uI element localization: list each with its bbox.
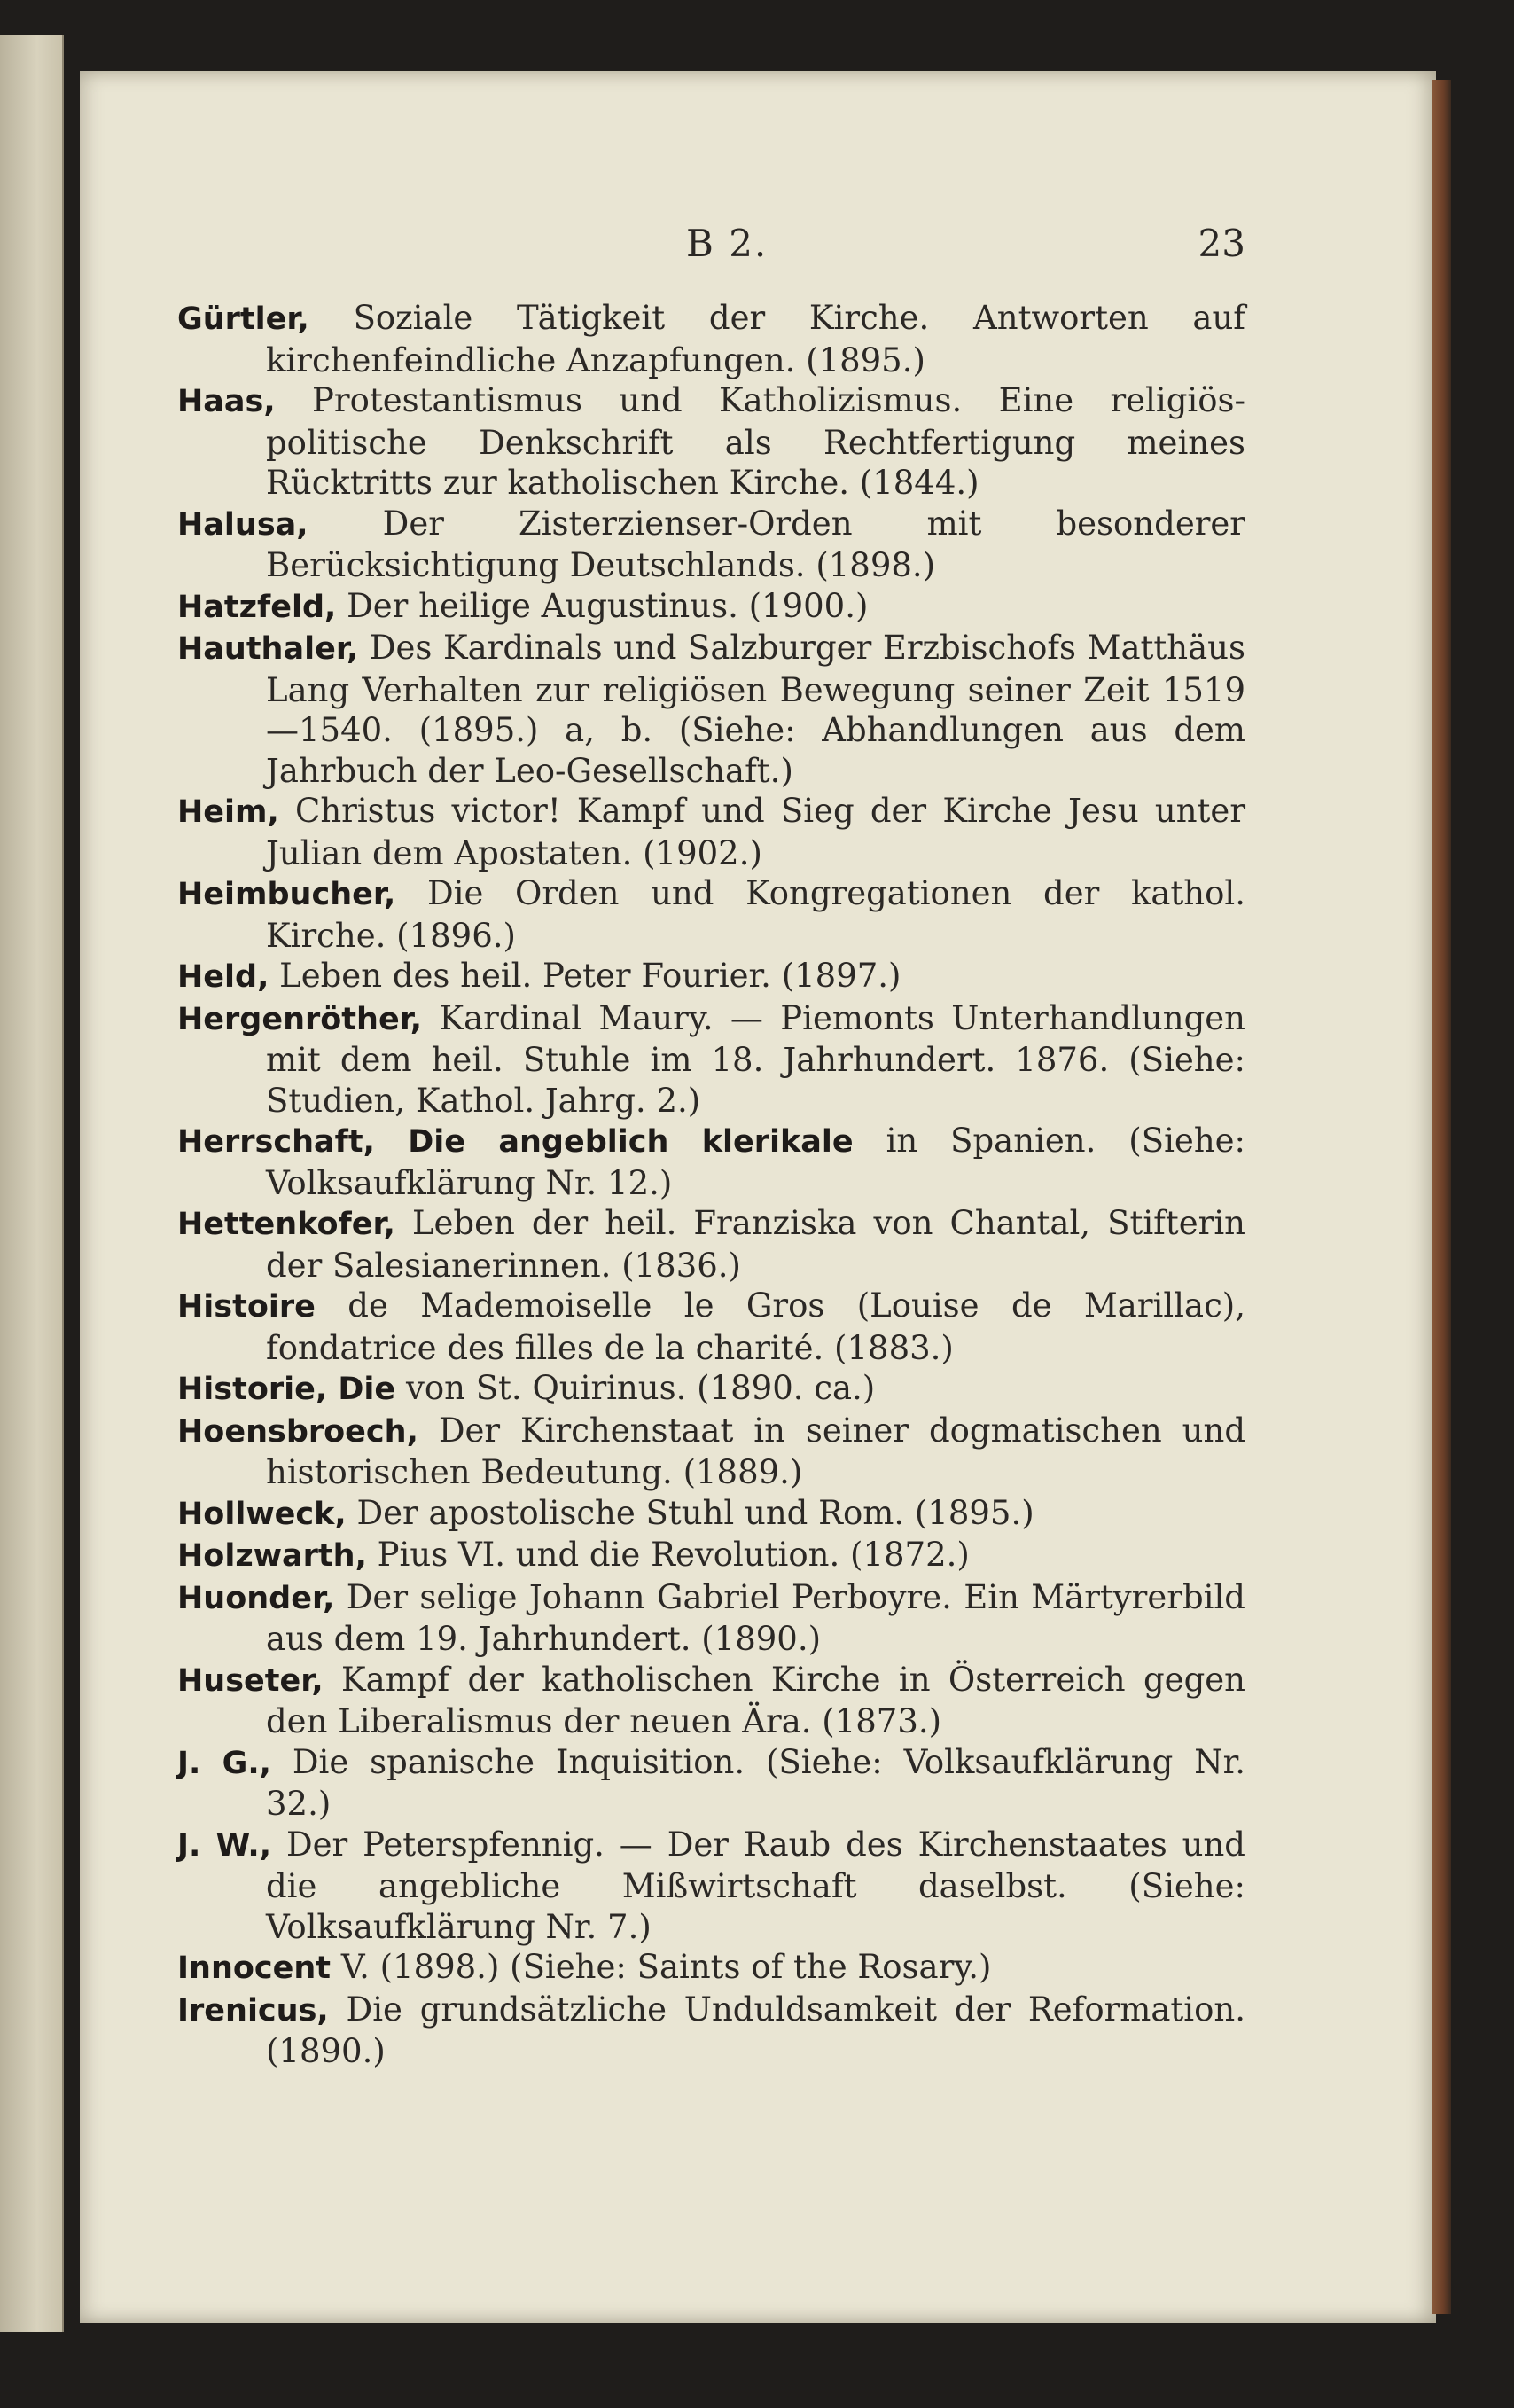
entry-author: Halusa, [177,506,308,543]
entry-title: Soziale Tätigkeit der Kirche. Antworten auf kirchenfeindliche Anzapfungen. (1895.) [266,299,1246,379]
entry-author: Hollweck, [177,1496,347,1532]
list-item [177,1493,1245,1536]
entry-author: Herrschaft, Die angeblich klerikale [177,1124,854,1160]
entry-title: von St. Quirinus. (1890. ca.) [405,1369,876,1407]
list-item [177,791,1245,873]
page-number: 23 [1198,222,1245,265]
entry-author: Huonder, [177,1580,335,1616]
list-item [177,1742,1245,1825]
entry-author: Hettenkofer, [177,1207,395,1242]
list-item [177,586,1245,629]
entry-author: Historie, Die [177,1372,396,1407]
list-item [177,1121,1245,1203]
entry-author: Hatzfeld, [177,589,337,625]
entry-list [177,298,1245,2072]
entry-author: Hauthaler, [177,631,359,667]
list-item [177,956,1245,998]
entry-title: in Spanien. (Siehe: Volksaufklärung Nr. 12.) [266,1122,1246,1202]
entry-title: Pius VI. und die Revolution. (1872.) [377,1536,970,1574]
entry-author: Hoensbroech, [177,1413,418,1450]
entry-title: Die spanische Inquisition. (Siehe: Volksaufklärung Nr. 32.) [266,1742,1246,1823]
entry-title: Kardinal Maury. — Piemonts Unterhandlungen mit dem heil. Stuhle im 18. Jahrhundert. 1876. (Siehe: Studien, Kathol. Jahrg. 2.) [266,998,1246,1120]
list-item [177,1368,1245,1411]
entry-title: Der selige Johann Gabriel Perboyre. Ein Märtyrerbild aus dem 19. Jahrhundert. (1890.) [266,1577,1245,1658]
entry-title: Der Zisterzienser-Orden mit besonderer Berücksichtigung Deutschlands. (1898.) [266,504,1245,584]
entry-title: Der apostolische Stuhl und Rom. (1895.) [356,1493,1034,1532]
list-item [177,1535,1245,1577]
entry-title: Der Kirchenstaat in seiner dogmatischen und historischen Bedeutung. (1889.) [266,1411,1246,1491]
list-item [177,1990,1245,2072]
left-page-edge [0,35,64,2332]
entry-author: Irenicus, [177,1992,329,2029]
list-item [177,1660,1245,1742]
entry-title: Des Kardinals und Salzburger Erzbischofs Matthäus Lang Verhalten zur religiösen Bewegung seiner Zeit 1519—1540. (1895.) a, b. (Siehe: Abhandlungen aus dem Jahrbuch der Leo-Gesellschaft.) [266,629,1245,790]
entry-author: Holzwarth, [177,1538,367,1574]
entry-author: J. W., [177,1827,272,1864]
list-item [177,1411,1245,1493]
entry-author: Innocent [177,1951,332,1986]
entry-author: J. G., [177,1745,271,1781]
entry-author: Held, [177,959,269,995]
list-item [177,1825,1245,1948]
entry-title: Kampf der katholischen Kirche in Österreich gegen den Liberalismus der neuen Ära. (1873.) [266,1660,1245,1740]
entry-title: de Mademoiselle le Gros (Louise de Marillac), fondatrice des filles de la charité. (1883.) [266,1286,1245,1367]
list-item [177,873,1245,956]
entry-title: Christus victor! Kampf und Sieg der Kirche Jesu unter Julian dem Apostaten. (1902.) [266,792,1246,872]
list-item [177,504,1245,586]
entry-title: V. (1898.) (Siehe: Saints of the Rosary.) [340,1948,992,1986]
entry-author: Huseter, [177,1662,324,1699]
entry-title: Leben des heil. Peter Fourier. (1897.) [279,957,901,995]
entry-title: Leben der heil. Franziska von Chantal, Stifterin der Salesianerinnen. (1836.) [266,1204,1245,1285]
list-item [177,1286,1245,1368]
entry-author: Haas, [177,384,276,419]
list-item [177,628,1245,791]
entry-title: Protestantismus und Katholizismus. Eine religiös-politische Denkschrift als Rechtfertigung meines Rücktritts zur katholischen Kirche. (1844.) [266,381,1245,502]
entry-title: Der Peterspfennig. — Der Raub des Kirchenstaates und die angebliche Mißwirtschaft daselbst. (Siehe: Volksaufklärung Nr. 7.) [266,1825,1245,1946]
entry-title: Die grundsätzliche Unduldsamkeit der Reformation. (1890.) [266,1990,1245,2070]
entry-author: Hergenröther, [177,1001,423,1037]
page-header [177,222,1245,275]
entry-author: Histoire [177,1289,316,1325]
signature-mark: B 2. [686,222,769,265]
list-item [177,298,1245,380]
list-item [177,1577,1245,1660]
entry-author: Heim, [177,794,279,830]
list-item [177,380,1245,504]
list-item [177,1947,1245,1990]
entry-author: Heimbucher, [177,877,396,912]
page-edge [1432,80,1451,2314]
entry-title: Die Orden und Kongregationen der kathol. Kirche. (1896.) [266,874,1245,955]
list-item [177,1203,1245,1286]
entry-title: Der heilige Augustinus. (1900.) [347,586,869,625]
list-item [177,998,1245,1122]
entry-author: Gürtler, [177,301,309,337]
